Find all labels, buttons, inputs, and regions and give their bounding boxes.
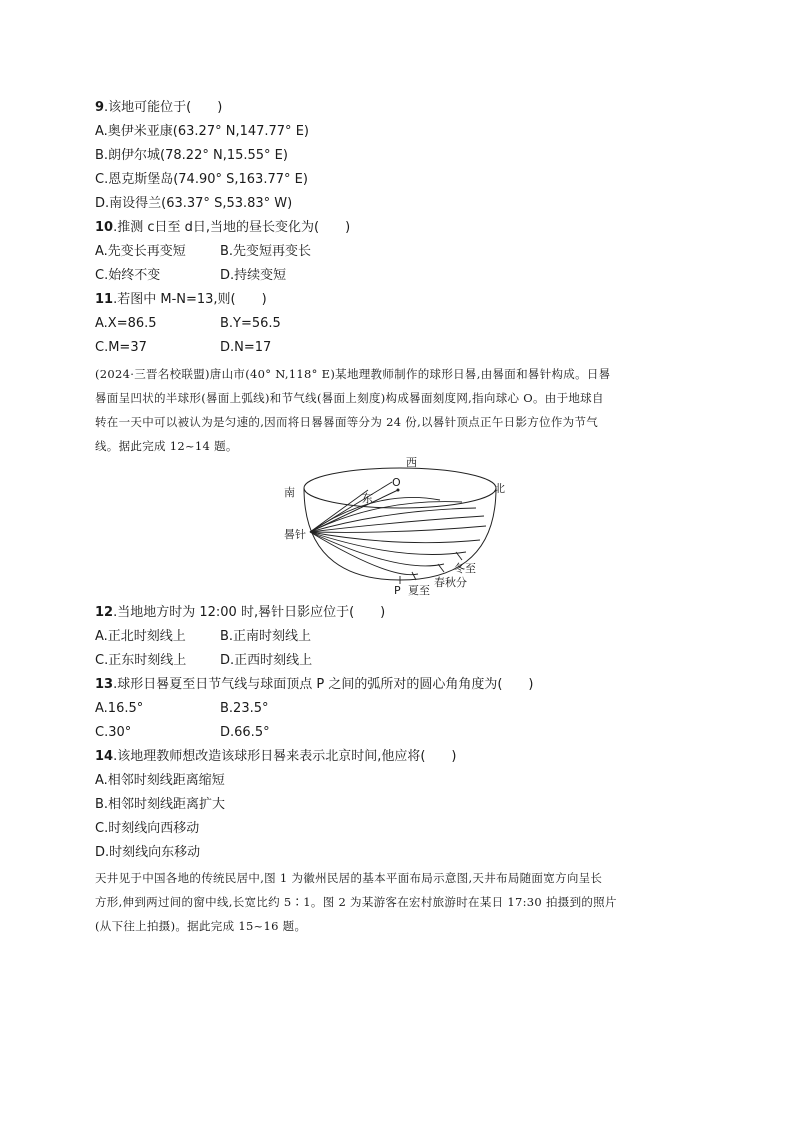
intro-line: 天井见于中国各地的传统民居中,图 1 为徽州民居的基本平面布局示意图,天井布局随面宽方向呈长 [95, 871, 603, 885]
q9-option-b: B.朗伊尔城(78.22° N,15.55° E) [95, 148, 288, 163]
q12-number: 12 [95, 605, 114, 620]
label-east: 东 [362, 492, 373, 505]
q12-option-c: C.正东时刻线上 [95, 653, 187, 668]
hour-line [310, 490, 368, 532]
q12-option-b: B.正南时刻线上 [220, 629, 312, 644]
summer-tick [412, 572, 416, 580]
hour-line [310, 532, 418, 575]
q9-option-a: A.奥伊米亚康(63.27° N,147.77° E) [95, 124, 309, 139]
q12-row-1 [95, 629, 312, 645]
label-p: P [394, 584, 401, 597]
q14-option-d: D.时刻线向东移动 [95, 845, 201, 860]
q11-stem-text: .若图中 M-N=13,则( ) [113, 292, 267, 307]
q11-option-c: C.M=37 [95, 340, 147, 355]
q10-row-1 [95, 244, 312, 260]
q12-row-2 [95, 653, 313, 669]
q10-row-2 [95, 268, 287, 284]
hour-line [310, 532, 480, 543]
q10-number: 10 [95, 220, 114, 235]
label-gnomon: 晷针 [284, 528, 306, 541]
equinox-tick [438, 564, 444, 572]
q14-option-b: B.相邻时刻线距离扩大 [95, 797, 226, 812]
q9-option-d: D.南设得兰(63.37° S,53.83° W) [95, 196, 293, 211]
q11-option-d: D.N=17 [220, 340, 272, 355]
intro-line: (2024·三晋名校联盟)唐山市(40° N,118° E)某地理教师制作的球形日晷,由晷面和晷针构成。日晷 [95, 367, 611, 381]
q13-number: 13 [95, 677, 114, 692]
q14-option-a: A.相邻时刻线距离缩短 [95, 773, 225, 788]
q12-stem-text: .当地地方时为 12:00 时,晷针日影应位于( ) [113, 605, 386, 620]
intro-line: 方形,伸到两过间的窗中线,长宽比约 5∶1。图 2 为某游客在宏村旅游时在某日 17:30 拍摄到的照片 [95, 895, 617, 909]
q13-option-c: C.30° [95, 725, 132, 740]
q9-stem-text: .该地可能位于( ) [104, 100, 223, 115]
q11-option-a: A.X=86.5 [95, 316, 157, 331]
q10-stem [95, 220, 350, 236]
q10-option-b: B.先变短再变长 [220, 244, 312, 259]
q9-stem [95, 100, 222, 116]
q11-row-1 [95, 316, 281, 332]
q14-number: 14 [95, 749, 114, 764]
q14-stem-text: .该地理教师想改造该球形日晷来表示北京时间,他应将( ) [113, 749, 457, 764]
q10-stem-text: .推测 c日至 d日,当地的昼长变化为( ) [113, 220, 351, 235]
q9-number: 9 [95, 100, 105, 115]
q12-option-d: D.正西时刻线上 [220, 653, 313, 668]
label-center: O [392, 476, 401, 489]
label-south: 南 [284, 486, 295, 499]
q11-stem [95, 292, 267, 308]
intro-15-16 [95, 866, 701, 938]
sundial-figure [280, 452, 520, 602]
q13-option-d: D.66.5° [220, 725, 270, 740]
q10-option-c: C.始终不变 [95, 268, 161, 283]
q14-stem [95, 749, 457, 765]
label-winter: 冬至 [454, 562, 476, 575]
q14-option-c: C.时刻线向西移动 [95, 821, 200, 836]
intro-line: (从下往上拍摄)。据此完成 15~16 题。 [95, 919, 307, 933]
q13-option-a: A.16.5° [95, 701, 144, 716]
q12-option-a: A.正北时刻线上 [95, 629, 186, 644]
q10-option-a: A.先变长再变短 [95, 244, 186, 259]
q13-stem-text: .球形日晷夏至日节气线与球面顶点 P 之间的弧所对的圆心角角度为( ) [113, 677, 534, 692]
q13-row-1 [95, 701, 269, 717]
q13-option-b: B.23.5° [220, 701, 269, 716]
q12-stem [95, 605, 385, 621]
gnomon [310, 490, 398, 532]
q11-option-b: B.Y=56.5 [220, 316, 281, 331]
q11-number: 11 [95, 292, 114, 307]
label-west: 西 [406, 456, 417, 469]
intro-12-14 [95, 362, 701, 458]
label-equinox: 春秋分 [434, 576, 467, 589]
label-summer: 夏至 [408, 584, 430, 597]
intro-line: 转在一天中可以被认为是匀速的,因而将日晷晷面等分为 24 份,以晷针顶点正午日影方位作为节气 [95, 415, 599, 429]
q10-option-d: D.持续变短 [220, 268, 287, 283]
hour-line [310, 516, 484, 532]
q13-stem [95, 677, 533, 693]
q9-option-c: C.恩克斯堡岛(74.90° S,163.77° E) [95, 172, 308, 187]
hour-lines [310, 482, 486, 575]
intro-line: 晷面呈凹状的半球形(晷面上弧线)和节气线(晷面上刻度)构成晷面刻度网,指向球心 O。由于地球自 [95, 391, 604, 405]
label-north: 北 [494, 482, 505, 495]
q11-row-2 [95, 340, 272, 356]
intro-line: 线。据此完成 12~14 题。 [95, 439, 238, 453]
q13-row-2 [95, 725, 270, 741]
